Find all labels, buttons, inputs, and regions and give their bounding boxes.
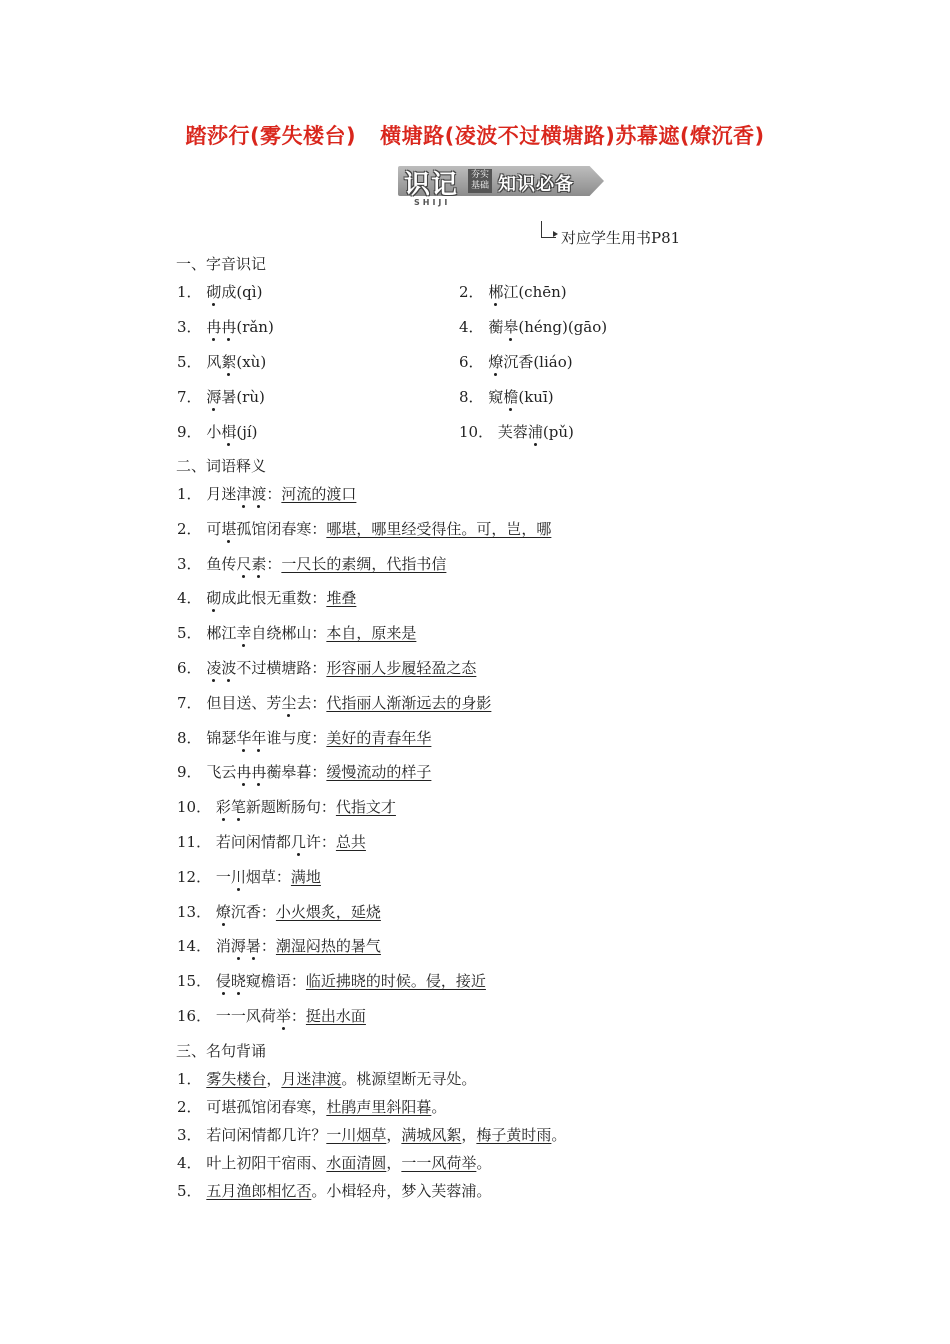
emphasis-character: 冉	[221, 318, 237, 336]
dotted-characters	[221, 520, 236, 538]
dotted-characters	[206, 589, 221, 607]
emphasis-character: 冉	[236, 763, 252, 782]
banner-sub-label: 知识必备	[498, 174, 574, 195]
page-title	[0, 120, 950, 150]
section-heading	[176, 455, 266, 477]
item-text: 风	[206, 353, 222, 371]
definition-item	[177, 935, 381, 957]
item-text: 可	[206, 519, 222, 538]
item-text: 蘅	[488, 318, 504, 336]
emphasis-character: 尘	[281, 693, 297, 712]
emphasis-character: 年	[251, 728, 267, 747]
item-text: 新题断肠句：	[245, 798, 336, 817]
item-number: 2．	[177, 1098, 207, 1116]
definition-item	[177, 727, 431, 749]
recitation-text: ，	[266, 1070, 282, 1088]
dotted-characters	[276, 1007, 291, 1025]
definition-item	[177, 483, 356, 505]
item-answer: 潮湿闷热的暑气	[275, 937, 381, 956]
banner-pinyin: SHIJI	[414, 198, 451, 207]
item-text: 一	[215, 867, 231, 886]
section3-heading: 三、名句背诵	[176, 1042, 267, 1060]
item-number: 1．	[177, 283, 207, 301]
dotted-characters	[236, 485, 266, 503]
emphasis-character: 尺	[236, 554, 252, 573]
item-number: 5．	[177, 1182, 207, 1200]
emphasis-character: 渡	[251, 485, 267, 503]
item-text: 蘅皋暮：	[266, 763, 327, 782]
item-number: 4．	[177, 589, 207, 608]
item-text: 月迷	[206, 485, 237, 503]
section1-heading: 一、字音识记	[176, 255, 267, 273]
recitation-answer: 一一风荷举	[401, 1154, 477, 1172]
dotted-characters	[503, 388, 518, 406]
item-text: 一一风荷	[215, 1007, 276, 1025]
item-answer: 河流的渡口	[281, 485, 357, 503]
definition-item	[177, 553, 446, 575]
emphasis-character: 冉	[206, 318, 222, 336]
item-text: 芙蓉	[497, 423, 528, 441]
item-answer: 小火煨炙，延烧	[275, 902, 381, 921]
item-number: 6．	[459, 353, 489, 371]
item-pinyin: (xù)	[236, 353, 267, 371]
item-pinyin: (jí)	[236, 423, 258, 441]
dotted-characters	[216, 972, 246, 990]
item-number: 2．	[177, 519, 207, 538]
emphasis-character: 素	[251, 554, 267, 573]
item-pinyin: 成(qì)	[221, 283, 263, 301]
recitation-line	[177, 1152, 491, 1174]
dotted-characters	[216, 798, 246, 816]
item-number: 3．	[177, 318, 207, 336]
item-number: 13．	[177, 902, 216, 921]
item-text: ：	[290, 1007, 306, 1025]
item-text: 烟草：	[245, 867, 291, 886]
item-answer: 缓慢流动的样子	[326, 763, 432, 782]
emphasis-character: 幸	[236, 624, 252, 643]
item-number: 9．	[177, 763, 207, 782]
definition-item	[177, 622, 416, 644]
item-pinyin: (rǎn)	[236, 318, 274, 336]
emphasis-character: 川	[230, 867, 246, 886]
definition-item	[177, 761, 431, 783]
item-number: 4．	[177, 1154, 207, 1172]
item-number: 8．	[459, 388, 489, 406]
pronunciation-item	[459, 316, 607, 338]
recitation-text: 。	[476, 1154, 492, 1172]
recitation-answer: 月迷津渡	[281, 1070, 342, 1088]
recitation-line	[177, 1096, 446, 1118]
item-number: 1．	[177, 1070, 207, 1088]
item-number: 12．	[177, 867, 216, 886]
item-number: 3．	[177, 554, 207, 573]
dotted-characters	[291, 833, 306, 851]
item-answer: 代指文才	[335, 798, 396, 817]
dotted-characters	[231, 868, 246, 886]
banner-main-label: 识记	[404, 170, 459, 200]
emphasis-character: 彩	[215, 798, 231, 817]
recitation-text: 。	[551, 1126, 567, 1144]
item-number: 10．	[177, 798, 216, 817]
item-text: 但目送、芳	[206, 693, 282, 712]
dotted-characters	[221, 423, 236, 441]
emphasis-character: 举	[275, 1007, 291, 1025]
recitation-text: 叶上初阳干宿雨、	[206, 1154, 327, 1172]
dotted-characters	[206, 283, 221, 301]
recitation-answer: 一川烟草	[326, 1126, 387, 1144]
item-text: 小	[206, 423, 222, 441]
section-heading	[176, 1040, 266, 1062]
recitation-text: ，	[386, 1126, 402, 1144]
item-answer: 挺出水面	[305, 1007, 366, 1025]
definition-item	[177, 518, 551, 540]
recitation-text: ，	[386, 1154, 402, 1172]
item-text: 去：	[296, 693, 327, 712]
dotted-characters	[236, 729, 266, 747]
emphasis-character: 砌	[206, 283, 222, 301]
item-text: 窥檐语：	[245, 972, 306, 991]
emphasis-character: 晓	[230, 972, 246, 991]
dotted-characters	[236, 555, 266, 573]
item-text: 郴江	[206, 624, 237, 643]
emphasis-character: 堪	[221, 519, 237, 538]
pronunciation-item	[177, 351, 266, 373]
emphasis-character: 华	[236, 728, 252, 747]
recitation-text: 若问闲情都几许？	[206, 1126, 327, 1144]
emphasis-character: 皋	[503, 318, 519, 336]
emphasis-character: 冉	[251, 763, 267, 782]
pronunciation-item	[459, 386, 554, 408]
item-number: 7．	[177, 693, 207, 712]
dotted-characters	[488, 353, 503, 371]
item-number: 16．	[177, 1007, 216, 1025]
banner-mini-label: 夯实基础	[468, 169, 492, 193]
pronunciation-item	[177, 421, 258, 443]
definition-item	[177, 692, 491, 714]
item-number: 15．	[177, 972, 216, 991]
dotted-characters	[206, 659, 236, 677]
recitation-answer: 五月渔郎相忆否	[206, 1182, 312, 1200]
recitation-line	[177, 1068, 476, 1090]
definition-item	[177, 796, 396, 818]
item-number: 14．	[177, 937, 216, 956]
item-number: 5．	[177, 353, 207, 371]
item-text: 锦瑟	[206, 728, 237, 747]
item-number: 11．	[177, 833, 216, 851]
section-heading	[176, 253, 266, 275]
emphasis-character: 燎	[215, 902, 231, 921]
item-answer: 满地	[290, 867, 321, 886]
recitation-text: 。小楫轻舟，梦入芙蓉浦。	[311, 1182, 492, 1200]
emphasis-character: 郴	[488, 283, 504, 301]
item-pinyin: 暑(rù)	[221, 388, 265, 406]
item-text: ：	[266, 554, 282, 573]
recitation-answer: 梅子黄时雨	[476, 1126, 552, 1144]
item-pinyin: (héng)(gāo)	[518, 318, 608, 336]
dotted-characters	[221, 353, 236, 371]
emphasis-character: 几	[290, 833, 306, 851]
item-text: 自绕郴山：	[251, 624, 327, 643]
dotted-characters	[206, 388, 221, 406]
item-number: 5．	[177, 624, 207, 643]
item-answer: 堆叠	[326, 589, 357, 608]
title-part2: 横塘路(凌波不过横塘路)苏幕遮(燎沉香)	[380, 124, 765, 148]
item-text: 成此恨无重数：	[221, 589, 327, 608]
item-number: 9．	[177, 423, 207, 441]
item-text: 若问闲情都	[215, 833, 291, 851]
item-pinyin: 江(chēn)	[503, 283, 567, 301]
section2-heading: 二、词语释义	[176, 457, 267, 475]
item-answer: 临近拂晓的时候。侵，接近	[305, 972, 486, 991]
item-text: 飞云	[206, 763, 237, 782]
section-banner	[398, 160, 604, 210]
pronunciation-item	[459, 281, 567, 303]
item-text: ：	[266, 485, 282, 503]
recitation-line	[177, 1180, 491, 1202]
emphasis-character: 浦	[527, 423, 543, 441]
recitation-answer: 杜鹃声里斜阳暮	[326, 1098, 432, 1116]
item-text: 窥	[488, 388, 504, 406]
emphasis-character: 砌	[206, 589, 222, 608]
reference-note: 对应学生用书P81	[561, 229, 681, 247]
dotted-characters	[206, 318, 236, 336]
definition-item	[177, 970, 486, 992]
pronunciation-item	[177, 386, 265, 408]
emphasis-character: 燎	[488, 353, 504, 371]
definition-item	[177, 901, 381, 923]
pronunciation-item	[177, 316, 274, 338]
item-number: 4．	[459, 318, 489, 336]
recitation-answer: 雾失楼台	[206, 1070, 267, 1088]
dotted-characters	[528, 423, 543, 441]
emphasis-character: 暑	[245, 937, 261, 956]
item-number: 8．	[177, 728, 207, 747]
emphasis-character: 溽	[230, 937, 246, 956]
item-number: 2．	[459, 283, 489, 301]
dotted-characters	[231, 937, 261, 955]
recitation-text: 。桃源望断无寻处。	[341, 1070, 477, 1088]
item-answer: 一尺长的素绸，代指书信	[281, 554, 447, 573]
emphasis-character: 笔	[230, 798, 246, 817]
dotted-characters	[503, 318, 518, 336]
item-pinyin: 沉香(liáo)	[503, 353, 573, 371]
recitation-answer: 满城风絮	[401, 1126, 462, 1144]
item-text: 消	[215, 937, 231, 956]
item-answer: 本自，原来是	[326, 624, 417, 643]
item-pinyin: (kuī)	[518, 388, 554, 406]
definition-item	[177, 1005, 366, 1027]
emphasis-character: 侵	[215, 972, 231, 991]
item-text: 不过横塘路：	[236, 659, 327, 677]
item-number: 7．	[177, 388, 207, 406]
recitation-text: 可堪孤馆闭春寒，	[206, 1098, 327, 1116]
title-part1: 踏莎行(雾失楼台)	[185, 124, 357, 148]
recitation-text: 。	[431, 1098, 447, 1116]
emphasis-character: 溽	[206, 388, 222, 406]
definition-item	[177, 587, 356, 609]
item-answer: 总共	[335, 833, 366, 851]
item-text: ：	[260, 937, 276, 956]
item-answer: 代指丽人渐渐远去的身影	[326, 693, 492, 712]
item-answer: 美好的青春年华	[326, 728, 432, 747]
emphasis-character: 波	[221, 659, 237, 677]
emphasis-character: 檐	[503, 388, 519, 406]
item-text: 沉香：	[230, 902, 276, 921]
definition-item	[177, 657, 476, 679]
item-answer: 哪堪，哪里经受得住。可，岂，哪	[326, 519, 552, 538]
item-text: 谁与度：	[266, 728, 327, 747]
item-number: 10．	[459, 423, 498, 441]
item-number: 3．	[177, 1126, 207, 1144]
item-number: 1．	[177, 485, 207, 503]
item-text: 孤馆闭春寒：	[236, 519, 327, 538]
item-text: 许：	[305, 833, 336, 851]
item-number: 6．	[177, 659, 207, 677]
pronunciation-item	[459, 421, 574, 443]
emphasis-character: 絮	[221, 353, 237, 371]
emphasis-character: 津	[236, 485, 252, 503]
dotted-characters	[236, 763, 266, 781]
definition-item	[177, 866, 321, 888]
recitation-text: ，	[461, 1126, 477, 1144]
emphasis-character: 凌	[206, 659, 222, 677]
item-text: 鱼传	[206, 554, 237, 573]
dotted-characters	[216, 903, 231, 921]
item-pinyin: (pǔ)	[542, 423, 574, 441]
recitation-line	[177, 1124, 566, 1146]
item-answer: 形容丽人步履轻盈之态	[326, 659, 477, 677]
reference-arrowhead-icon	[553, 231, 558, 237]
definition-item	[177, 831, 366, 853]
pronunciation-item	[177, 281, 262, 303]
recitation-answer: 水面清圆	[326, 1154, 387, 1172]
dotted-characters	[281, 694, 296, 712]
pronunciation-item	[459, 351, 573, 373]
dotted-characters	[236, 624, 251, 642]
emphasis-character: 楫	[221, 423, 237, 441]
dotted-characters	[488, 283, 503, 301]
